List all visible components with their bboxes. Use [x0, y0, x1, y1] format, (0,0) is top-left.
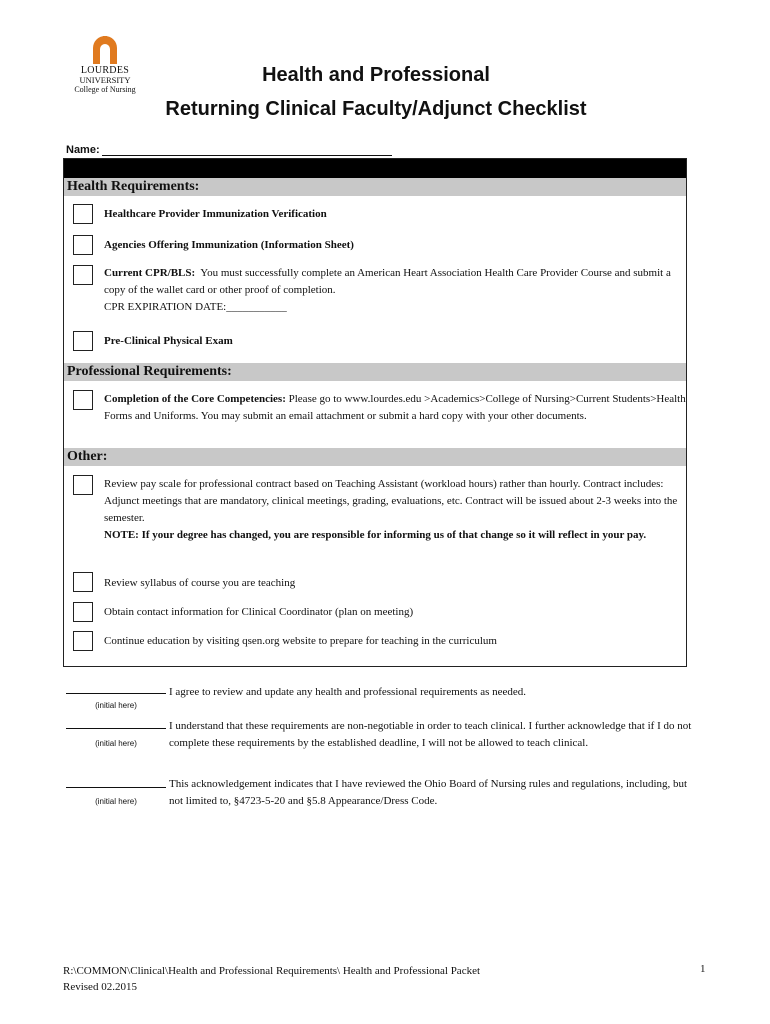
logo-line-1: LOURDES	[80, 65, 130, 76]
checkbox-cpr-bls[interactable]	[73, 265, 93, 285]
item-continue-education: Continue education by visiting qsen.org website to prepare for teaching in the curriculum	[104, 635, 497, 647]
item-text: Please go to www.lourdes.edu >Academics>College of Nursing>Current Students>Health Forms and Uniforms. You may submit an email attachment or submit a hard copy with your other documents.	[104, 393, 686, 422]
page-subtitle: Returning Clinical Faculty/Adjunct Checklist	[165, 98, 587, 120]
name-field[interactable]	[66, 144, 392, 156]
logo-arch-icon	[90, 36, 120, 64]
item-bold: Pre-Clinical Physical Exam	[104, 335, 233, 347]
item-text: You must successfully complete an American Heart Association Health Care Provider Course and submit a copy of the wallet card or other proof of completion.	[104, 267, 671, 296]
section-heading-health: Health Requirements:	[64, 178, 686, 196]
item-review-syllabus: Review syllabus of course you are teaching	[104, 577, 296, 589]
header-black-bar	[64, 159, 686, 178]
initial-line-2[interactable]	[66, 718, 166, 729]
initial-label-2: (initial here)	[95, 739, 137, 748]
ack-text-3: This acknowledgement indicates that I have reviewed the Ohio Board of Nursing rules and regulations, including, but not limited to, §4723-5-20 and §5.8 Appearance/Dress Code.	[169, 778, 688, 807]
item-agencies-immunization	[104, 237, 688, 254]
initial-label-1: (initial here)	[95, 701, 137, 710]
name-blank-line[interactable]	[102, 146, 392, 156]
item-physical-exam	[104, 333, 688, 350]
item-immunization-verification	[104, 206, 688, 223]
item-bold: Healthcare Provider Immunization Verification	[104, 208, 327, 220]
item-core-competencies	[104, 391, 688, 425]
logo-line-3: College of Nursing	[74, 85, 136, 94]
checkbox-agencies-immunization[interactable]	[73, 235, 93, 255]
checkbox-review-syllabus[interactable]	[73, 572, 93, 592]
name-label: Name:	[66, 144, 100, 156]
checkbox-immunization-verification[interactable]	[73, 204, 93, 224]
checkbox-pay-scale[interactable]	[73, 475, 93, 495]
checkbox-physical-exam[interactable]	[73, 331, 93, 351]
checkbox-core-competencies[interactable]	[73, 390, 93, 410]
item-bold: Current CPR/BLS:	[104, 267, 196, 279]
page-number: 1	[700, 963, 706, 975]
footer-path: R:\COMMON\Clinical\Health and Professional Requirements\ Health and Professional Packet	[63, 965, 481, 977]
page-title: Health and Professional	[262, 64, 490, 86]
ack-text-1: I agree to review and update any health and professional requirements as needed.	[169, 686, 527, 698]
item-text: Review pay scale for professional contract based on Teaching Assistant (workload hours) rather than hourly. Contract includes: Adjunct meetings that are mandatory, clinical meetings, grading, evaluations, etc. Contract will be issued about 2-3 weeks into the semester.	[104, 478, 678, 524]
item-bold: Agencies Offering Immunization (Information Sheet)	[104, 239, 354, 251]
logo-line-2: UNIVERSITY	[79, 75, 131, 85]
initial-label-3: (initial here)	[95, 797, 137, 806]
initial-line-3[interactable]	[66, 777, 166, 788]
item-note: NOTE: If your degree has changed, you are responsible for informing us of that change so it will reflect in your pay.	[104, 529, 647, 541]
item-clinical-coordinator: Obtain contact information for Clinical Coordinator (plan on meeting)	[104, 606, 414, 618]
footer-revised: Revised 02.2015	[63, 981, 137, 993]
checkbox-clinical-coordinator[interactable]	[73, 602, 93, 622]
initial-line-1[interactable]	[66, 683, 166, 694]
cpr-expiration-field[interactable]: CPR EXPIRATION DATE:___________	[104, 301, 287, 313]
item-cpr-bls	[104, 265, 688, 316]
footer	[63, 963, 480, 995]
section-heading-professional: Professional Requirements:	[64, 363, 686, 381]
item-pay-scale	[104, 476, 688, 544]
section-heading-other: Other:	[64, 448, 686, 466]
ack-text-2: I understand that these requirements are non-negotiable in order to teach clinical. I further acknowledge that if I do not complete these requirements by the established deadline, I will not be allowed to teach clinical.	[169, 720, 692, 749]
checklist-box	[63, 158, 687, 667]
checkbox-continue-education[interactable]	[73, 631, 93, 651]
item-bold: Completion of the Core Competencies:	[104, 393, 286, 405]
